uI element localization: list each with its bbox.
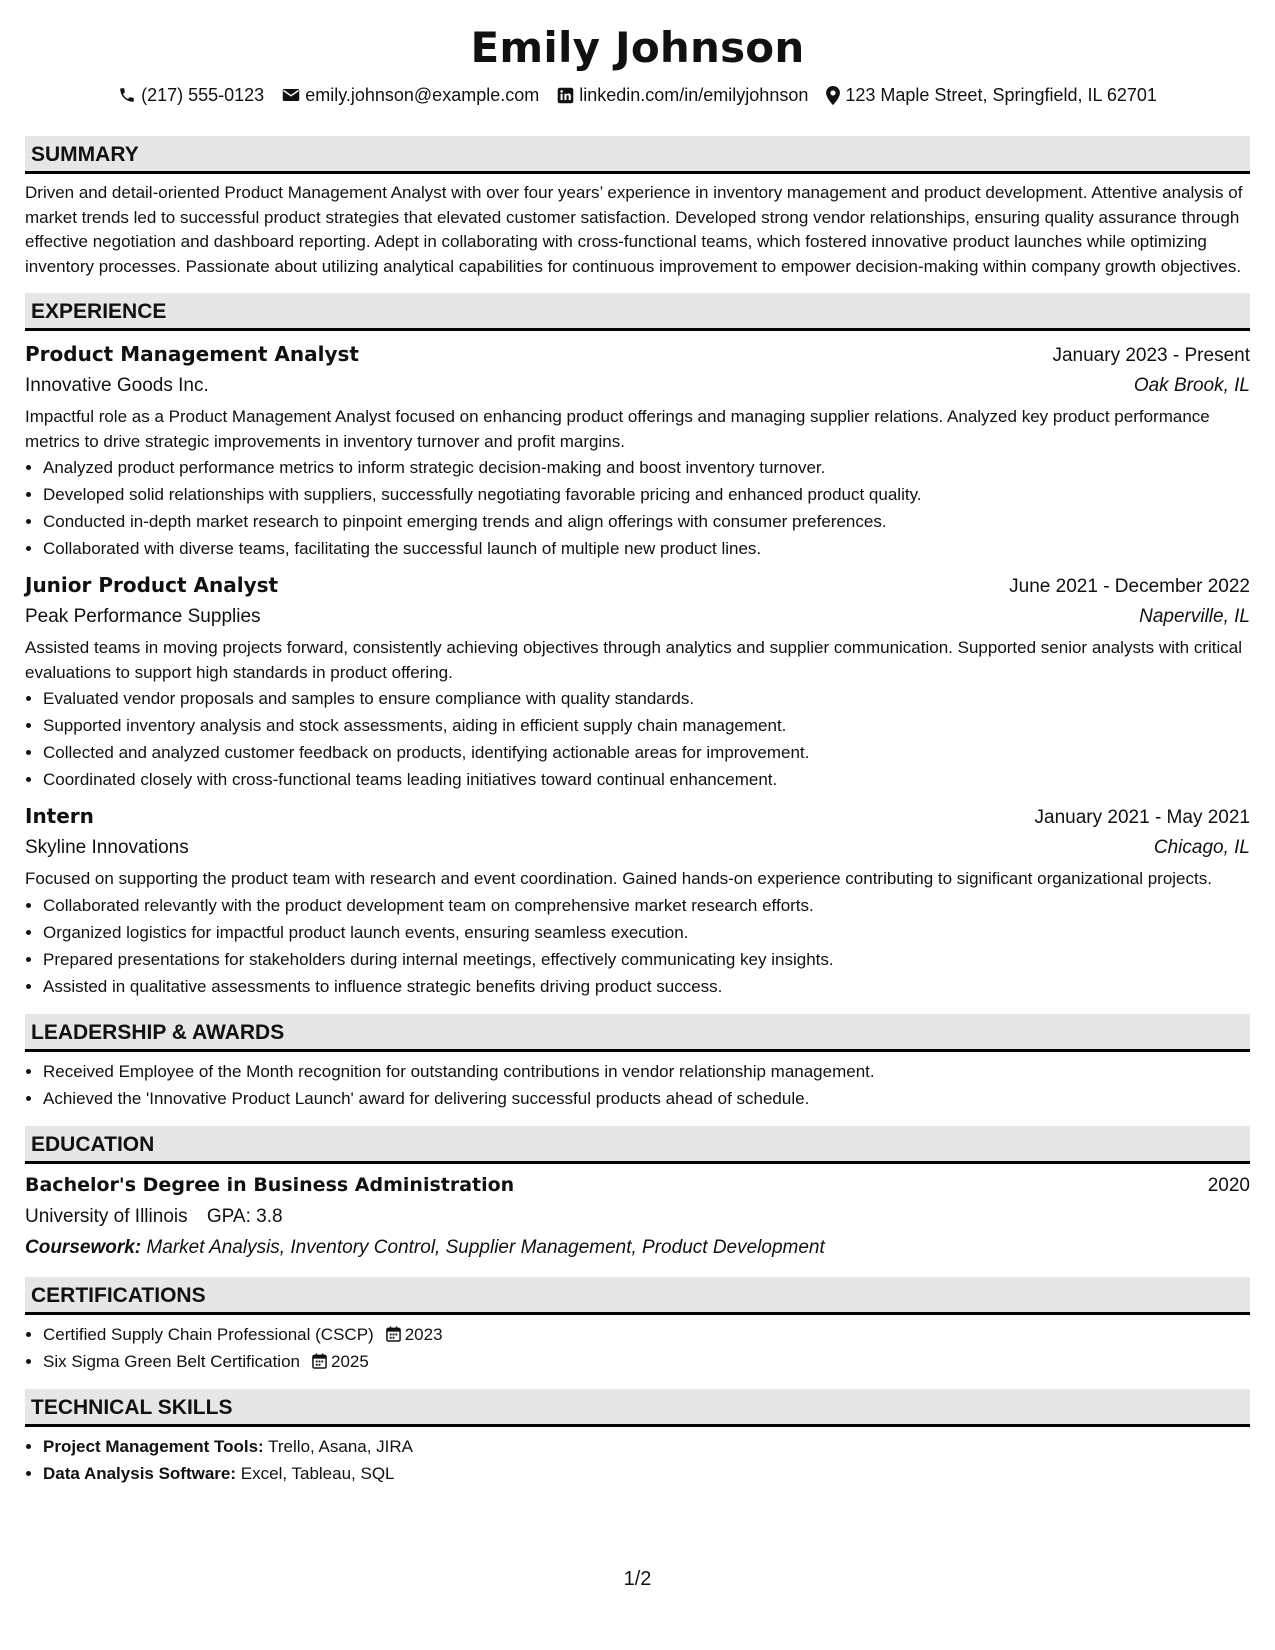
contact-email[interactable] — [282, 84, 539, 106]
section-heading-summary: SUMMARY — [25, 136, 1250, 174]
contact-bar — [0, 84, 1275, 106]
section-heading-experience: EXPERIENCE — [25, 293, 1250, 331]
list-item: • Received Employee of the Month recognition for outstanding contributions in vendor relationship management. — [43, 1058, 1250, 1085]
map-pin-icon — [826, 86, 840, 105]
list-item: • Organized logistics for impactful product launch events, ensuring seamless execution. — [43, 919, 1250, 946]
job-title: Product Management Analyst — [25, 342, 359, 366]
list-item: • Evaluated vendor proposals and samples to ensure compliance with quality standards. — [43, 685, 1250, 712]
page-number: 1/2 — [623, 1568, 652, 1590]
job-bullets — [25, 454, 1250, 562]
certification-name: Certified Supply Chain Professional (CSCP) — [43, 1324, 374, 1344]
job-bullets — [25, 892, 1250, 1000]
phone-number: (217) 555-0123 — [141, 85, 265, 105]
summary-section — [25, 136, 1250, 279]
job-location: Naperville, IL — [1139, 606, 1250, 627]
job-entry — [25, 801, 1250, 1000]
list-item — [43, 1348, 1250, 1375]
section-heading-certifications: CERTIFICATIONS — [25, 1277, 1250, 1315]
contact-linkedin[interactable] — [557, 84, 808, 106]
graduation-year: 2020 — [1207, 1174, 1250, 1196]
awards-list — [25, 1058, 1250, 1112]
education-section — [25, 1126, 1250, 1263]
envelope-icon — [282, 88, 300, 102]
summary-text: Driven and detail-oriented Product Management Analyst with over four years’ experience in inventory management and product development. Attentive analysis of market trends led to successful product strategies that elevated customer satisfaction. Developed strong vendor relationships, ensuring quality assurance through effective negotiation and dashboard reporting. Adept in collaborating with cross-functional teams, which fostered innovative product launches while optimizing inventory processes. Passionate about utilizing analytical capabilities for continuous improvement to empower decision-making within company growth objectives. — [25, 183, 1243, 276]
list-item: • Supported inventory analysis and stock assessments, aiding in efficient supply chain management. — [43, 712, 1250, 739]
job-company: Peak Performance Supplies — [25, 606, 261, 627]
job-description: Assisted teams in moving projects forward, consistently achieving objectives through analytics and supplier communication. Supported senior analysts with critical evaluations to support high standards in product offering. — [25, 638, 1243, 682]
calendar-icon — [312, 1353, 327, 1369]
experience-section — [25, 293, 1250, 1000]
linkedin-icon — [557, 87, 574, 104]
street-address: 123 Maple Street, Springfield, IL 62701 — [845, 85, 1157, 105]
skill-label: Data Analysis Software: — [43, 1463, 237, 1483]
job-description: Impactful role as a Product Management Analyst focused on enhancing product offerings and managing supplier relations. Analyzed key product performance metrics to drive strategic improvements in inventory turnover and profit margins. — [25, 407, 1210, 451]
calendar-icon — [386, 1326, 401, 1342]
phone-icon — [118, 86, 136, 104]
school-name: University of Illinois — [25, 1205, 188, 1227]
section-heading-awards: LEADERSHIP & AWARDS — [25, 1014, 1250, 1052]
contact-phone — [118, 84, 264, 106]
job-entry — [25, 339, 1250, 562]
job-location: Oak Brook, IL — [1133, 375, 1250, 396]
skill-value: Excel, Tableau, SQL — [240, 1463, 395, 1483]
contact-address — [826, 84, 1157, 106]
list-item — [43, 1433, 1250, 1460]
job-location: Chicago, IL — [1153, 837, 1250, 858]
list-item — [43, 1460, 1250, 1487]
job-entry — [25, 570, 1250, 793]
job-company: Skyline Innovations — [25, 837, 189, 858]
certification-year: 2023 — [404, 1324, 443, 1344]
list-item: • Analyzed product performance metrics to inform strategic decision-making and boost inventory turnover. — [43, 454, 1250, 481]
coursework-label: Coursework: — [25, 1236, 142, 1258]
gpa: GPA: 3.8 — [206, 1205, 283, 1227]
job-dates: January 2021 - May 2021 — [1034, 807, 1250, 828]
list-item — [43, 1321, 1250, 1348]
list-item: • Collaborated relevantly with the product development team on comprehensive market research efforts. — [43, 892, 1250, 919]
job-dates: January 2023 - Present — [1052, 345, 1250, 366]
job-company: Innovative Goods Inc. — [25, 375, 209, 396]
degree-title: Bachelor's Degree in Business Administration — [25, 1173, 515, 1196]
resume-header — [0, 0, 1275, 106]
job-description: Focused on supporting the product team with research and event coordination. Gained hands-on experience contributing to significant organizational projects. — [25, 869, 1212, 888]
section-heading-skills: TECHNICAL SKILLS — [25, 1389, 1250, 1427]
email-address[interactable]: emily.johnson@example.com — [305, 85, 540, 105]
list-item: • Achieved the 'Innovative Product Launch' award for delivering successful products ahead of schedule. — [43, 1085, 1250, 1112]
job-bullets — [25, 685, 1250, 793]
coursework-list: Market Analysis, Inventory Control, Supplier Management, Product Development — [146, 1236, 825, 1258]
awards-section — [25, 1014, 1250, 1112]
certifications-section — [25, 1277, 1250, 1375]
skill-value: Trello, Asana, JIRA — [268, 1436, 414, 1456]
certification-name: Six Sigma Green Belt Certification — [43, 1351, 300, 1371]
candidate-name: Emily Johnson — [470, 23, 805, 72]
list-item: • Conducted in-depth market research to pinpoint emerging trends and align offerings with consumer preferences. — [43, 508, 1250, 535]
list-item: • Developed solid relationships with suppliers, successfully negotiating favorable pricing and enhanced product quality. — [43, 481, 1250, 508]
list-item: • Coordinated closely with cross-functional teams leading initiatives toward continual enhancement. — [43, 766, 1250, 793]
skill-label: Project Management Tools: — [43, 1436, 264, 1456]
list-item: • Prepared presentations for stakeholders during internal meetings, effectively communicating key insights. — [43, 946, 1250, 973]
resume-body — [25, 136, 1250, 1487]
linkedin-url[interactable]: linkedin.com/in/emilyjohnson — [579, 85, 809, 105]
list-item: • Assisted in qualitative assessments to influence strategic benefits driving product success. — [43, 973, 1250, 1000]
job-dates: June 2021 - December 2022 — [1009, 576, 1250, 597]
job-title: Intern — [25, 804, 94, 828]
coursework — [25, 1232, 1250, 1263]
school-line — [25, 1201, 1250, 1232]
list-item: • Collaborated with diverse teams, facilitating the successful launch of multiple new product lines. — [43, 535, 1250, 562]
skills-section — [25, 1389, 1250, 1487]
list-item: • Collected and analyzed customer feedback on products, identifying actionable areas for improvement. — [43, 739, 1250, 766]
certifications-list — [25, 1321, 1250, 1375]
job-title: Junior Product Analyst — [25, 573, 279, 597]
skills-list — [25, 1433, 1250, 1487]
section-heading-education: EDUCATION — [25, 1126, 1250, 1164]
certification-year: 2025 — [331, 1351, 369, 1371]
